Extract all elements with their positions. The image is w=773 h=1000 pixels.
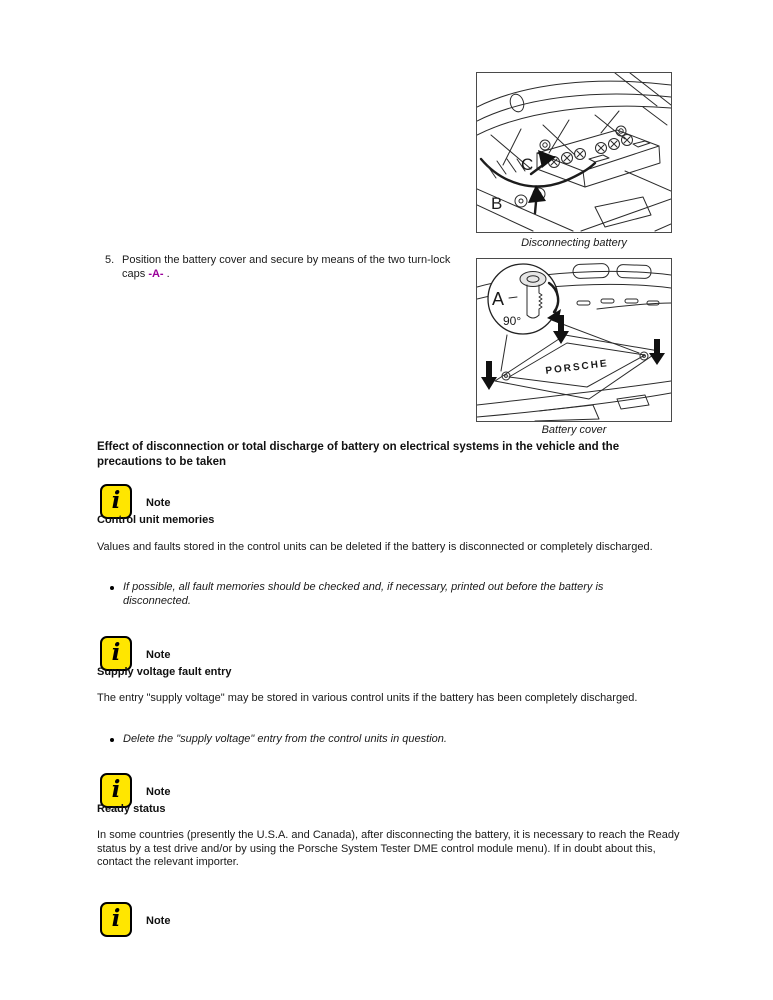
note2-title: Supply voltage fault entry [97, 666, 232, 678]
step-text [122, 253, 467, 281]
note2-bullet-item [110, 733, 670, 747]
note4-label: Note [146, 915, 171, 927]
figure2-caption: Battery cover [541, 424, 607, 436]
info-note-icon: i [100, 902, 132, 937]
info-note-icon: i [100, 636, 132, 671]
bullet-dot [110, 586, 114, 590]
note1-title: Control unit memories [97, 514, 215, 526]
note1-label: Note [146, 497, 171, 509]
note2-label: Note [146, 649, 171, 661]
section-heading: Effect of disconnection or total discharge of battery on electrical systems in the vehicle and the precautions to be taken [97, 441, 620, 468]
figure1-caption: Disconnecting battery [521, 237, 627, 249]
figure-disconnecting-battery [476, 72, 672, 233]
note2-body: The entry "supply voltage" may be stored in various control units if the battery has been completely discharged. [97, 692, 638, 704]
figure2-angle-label: 90° [503, 314, 522, 328]
cover-brand-text: PORSCHE [544, 358, 610, 377]
step-number: 5. [105, 254, 115, 266]
note1-bullet-item [110, 581, 670, 608]
figure2-label-a: A [492, 289, 505, 309]
note3-label: Note [146, 786, 171, 798]
disconnecting-battery-drawing [477, 73, 671, 232]
step-highlight-a: -A- [148, 268, 164, 280]
info-note-icon: i [100, 773, 132, 808]
note3-title: Ready status [97, 803, 166, 815]
figure1-label-c: C [521, 155, 534, 174]
bullet-dot [110, 738, 114, 742]
step-5 [105, 253, 467, 281]
info-note-icon: i [100, 484, 132, 519]
battery-cover-drawing [477, 259, 671, 421]
step-text-main: Position the battery cover and secure by means of the two turn-lock caps [122, 254, 451, 280]
figure1-label-b: B [491, 194, 503, 213]
note1-body: Values and faults stored in the control units can be deleted if the battery is disconnected or completely discharged. [97, 541, 653, 553]
note1-bullet-text: If possible, all fault memories should be checked and, if necessary, printed out before the battery is disconnected. [123, 581, 604, 607]
step-text-suffix: . [163, 268, 170, 280]
figure-battery-cover [476, 258, 672, 422]
note2-bullet-text: Delete the "supply voltage" entry from the control units in question. [123, 733, 447, 745]
note3-body: In some countries (presently the U.S.A. and Canada), after disconnecting the battery, it is necessary to reach the Ready status by a test drive and/or by using the Porsche System Tester DME control module menu). If in doubt about this, contact the relevant importer. [97, 829, 680, 868]
